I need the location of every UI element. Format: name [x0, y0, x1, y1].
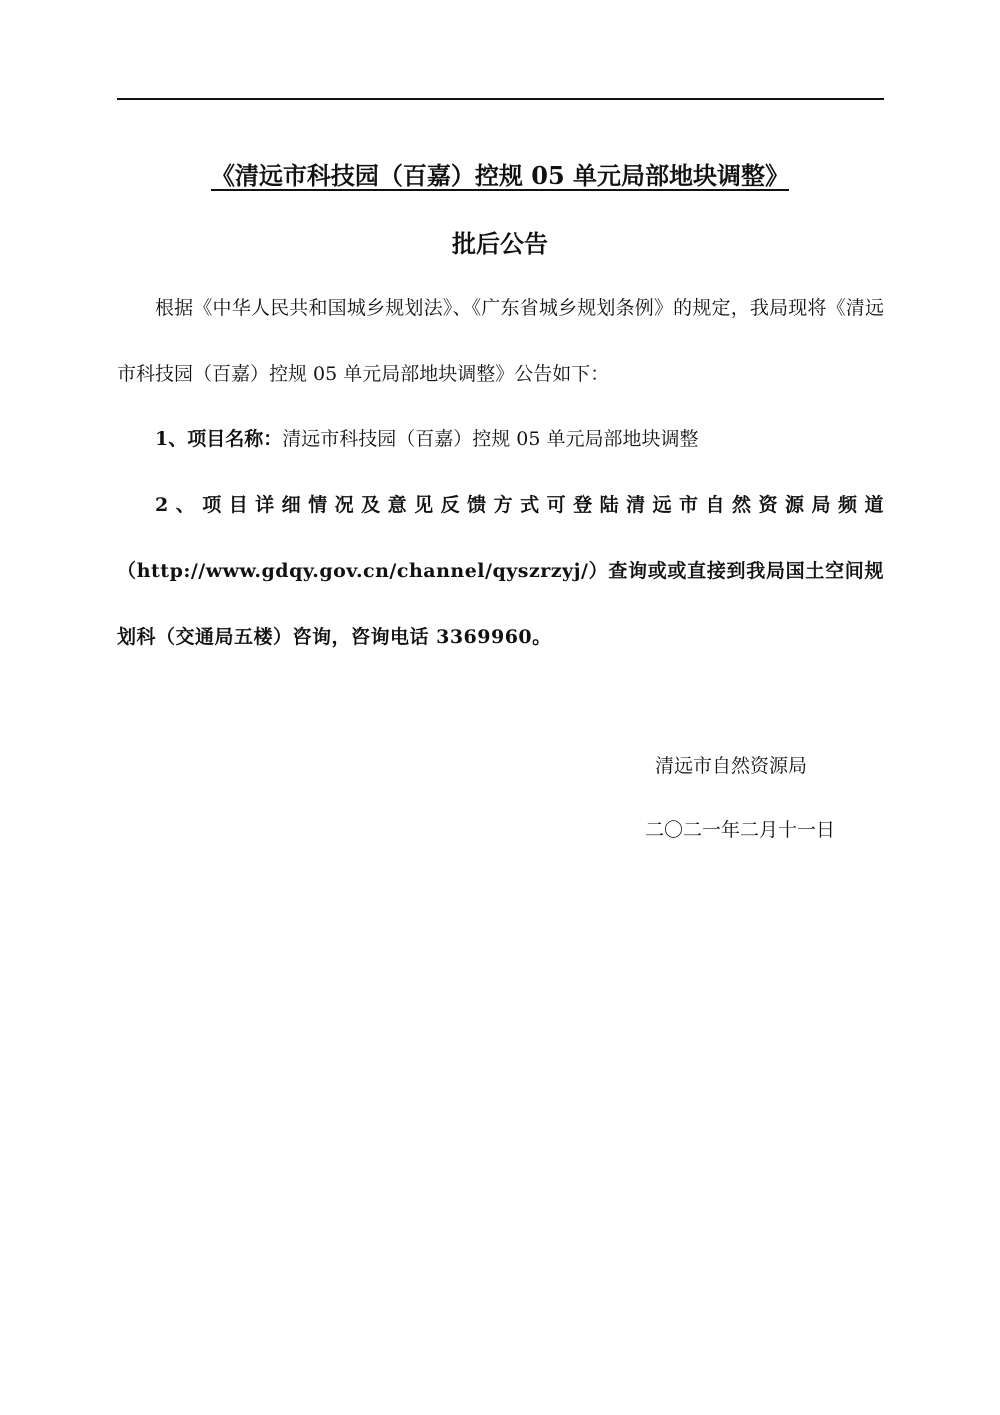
document-subtitle: 批后公告 [452, 229, 548, 258]
document-title [0, 158, 1000, 194]
item-1-value: 清远市科技园（百嘉）控规 05 单元局部地块调整 [282, 428, 699, 450]
item-1-label: 1、项目名称： [155, 428, 283, 450]
signature-date: 二〇二一年二月十一日 [645, 819, 836, 841]
item-1-paragraph [117, 406, 884, 472]
intro-paragraph: 根据《中华人民共和国城乡规划法》、《广东省城乡规划条例》的规定，我局现将《清远市科技园（百嘉）控规 05 单元局部地块调整》公告如下： [117, 297, 884, 385]
header-rule [117, 98, 884, 100]
signature-organization: 清远市自然资源局 [655, 755, 808, 777]
document-title-text: 《清远市科技园（百嘉）控规 05 单元局部地块调整》 [210, 161, 790, 190]
item-2-paragraph: 2、项目详细情况及意见反馈方式可登陆清远市自然资源局频道（http://www.gdqy.gov.cn/channel/qyszrzyj/）查询或或直接到我局国土空间规划科（交通局五楼）咨询，咨询电话 3369960。 [117, 494, 884, 648]
